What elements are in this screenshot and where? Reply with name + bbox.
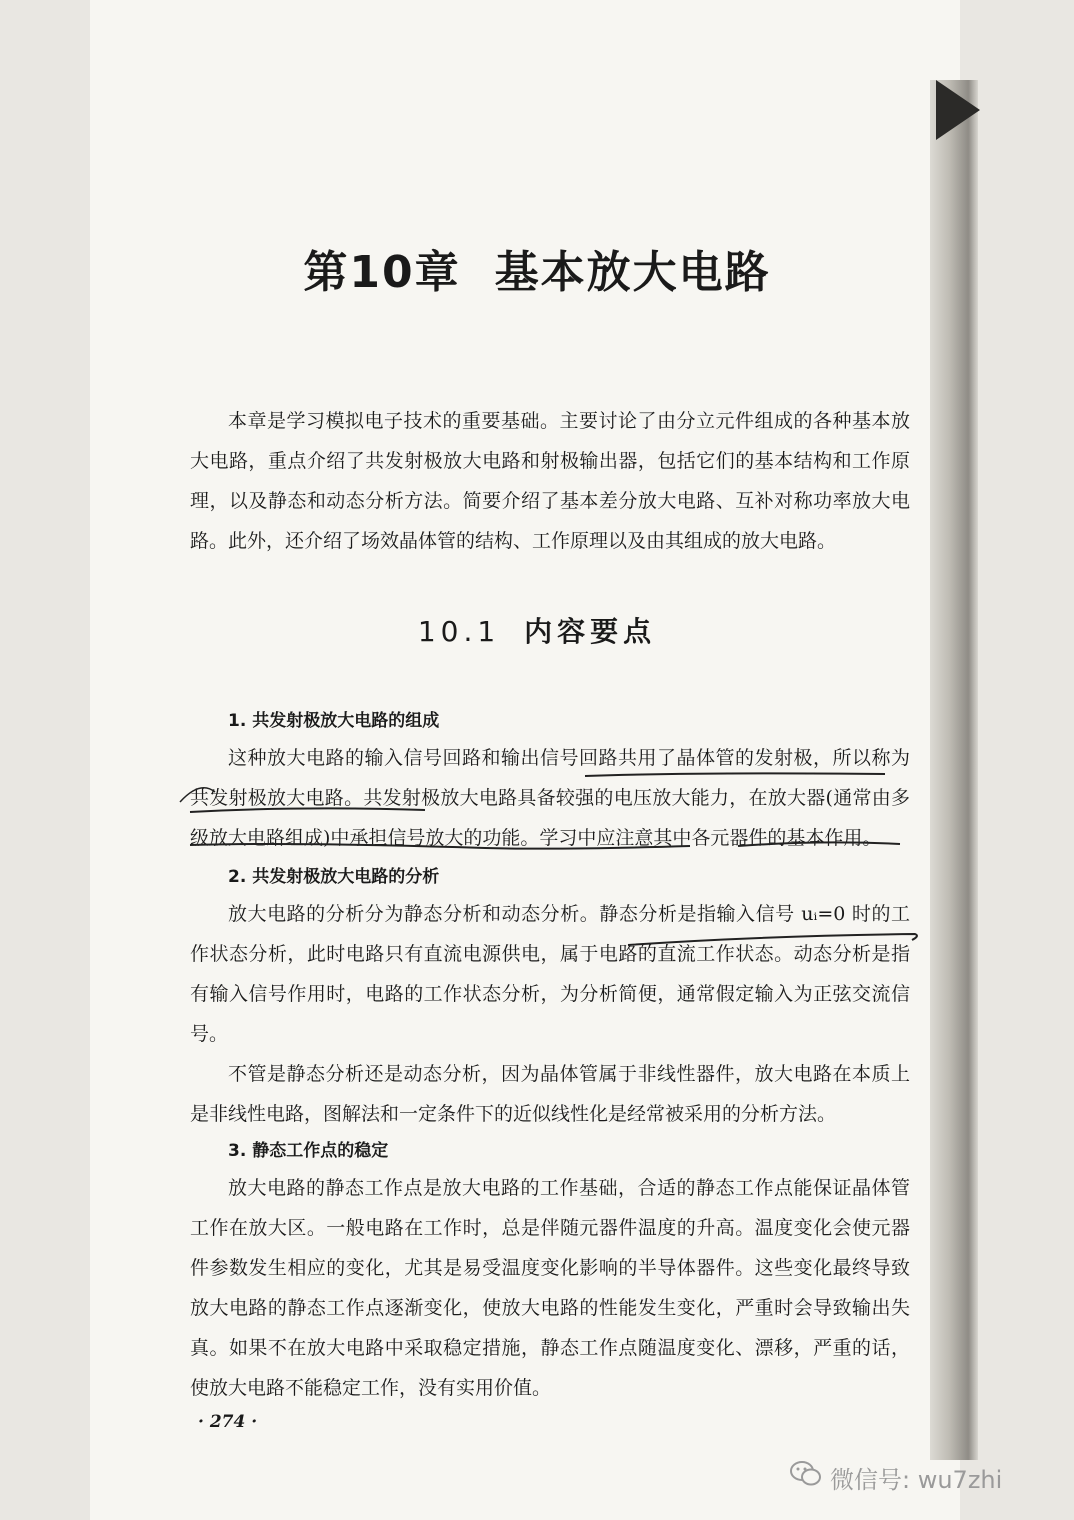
spine-tab xyxy=(936,80,980,140)
section-title xyxy=(0,610,1074,650)
paragraph: 放大电路的静态工作点是放大电路的工作基础，合适的静态工作点能保证晶体管工作在放大区。一般电路在工作时，总是伴随元器件温度的升高。温度变化会使元器件参数发生相应的变化，尤其是易受温度变化影响的半导体器件。这些变化最终导致放大电路的静态工作点逐渐变化，使放大电路的性能发生变化，严重时会导致输出失真。如果不在放大电路中采取稳定措施，静态工作点随温度变化、漂移，严重的话，使放大电路不能稳定工作，没有实用价值。 xyxy=(190,1177,910,1399)
chapter-intro: 本章是学习模拟电子技术的重要基础。主要讨论了由分立元件组成的各种基本放大电路，重点介绍了共发射极放大电路和射极输出器，包括它们的基本结构和工作原理，以及静态和动态分析方法。简要介绍了基本差分放大电路、互补对称功率放大电路。此外，还介绍了场效晶体管的结构、工作原理以及由其组成的放大电路。 xyxy=(190,410,910,552)
paragraph: 不管是静态分析还是动态分析，因为晶体管属于非线性器件，放大电路在本质上是非线性电路，图解法和一定条件下的近似线性化是经常被采用的分析方法。 xyxy=(190,1063,910,1125)
watermark: 微信号: wu7zhi xyxy=(830,1466,1003,1494)
chapter-number: 第10章 xyxy=(303,247,461,298)
wechat-icon xyxy=(790,1460,822,1488)
paragraph: 放大电路的分析分为静态分析和动态分析。静态分析是指输入信号 uᵢ=0 时的工作状态分析，此时电路只有直流电源供电，属于电路的直流工作状态。动态分析是指有输入信号作用时，电路的工作状态分析，为分析简便，通常假定输入为正弦交流信号。 xyxy=(190,903,910,1045)
section-number: 10.1 xyxy=(417,615,501,648)
paragraph: 这种放大电路的输入信号回路和输出信号回路共用了晶体管的发射极，所以称为共发射极放大电路。共发射极放大电路具备较强的电压放大能力，在放大器(通常由多级放大电路组成)中承担信号放大的功能。学习中应注意其中各元器件的基本作用。 xyxy=(190,747,910,849)
chapter-name: 基本放大电路 xyxy=(494,247,771,298)
subsection-heading: 3. 静态工作点的稳定 xyxy=(228,1141,389,1161)
chapter-title xyxy=(0,236,1074,300)
subsection-heading: 2. 共发射极放大电路的分析 xyxy=(228,867,440,887)
subsection-heading: 1. 共发射极放大电路的组成 xyxy=(228,711,440,731)
page-number: · 274 · xyxy=(198,1412,258,1432)
section-content xyxy=(190,704,910,1408)
section-name: 内容要点 xyxy=(524,615,657,648)
